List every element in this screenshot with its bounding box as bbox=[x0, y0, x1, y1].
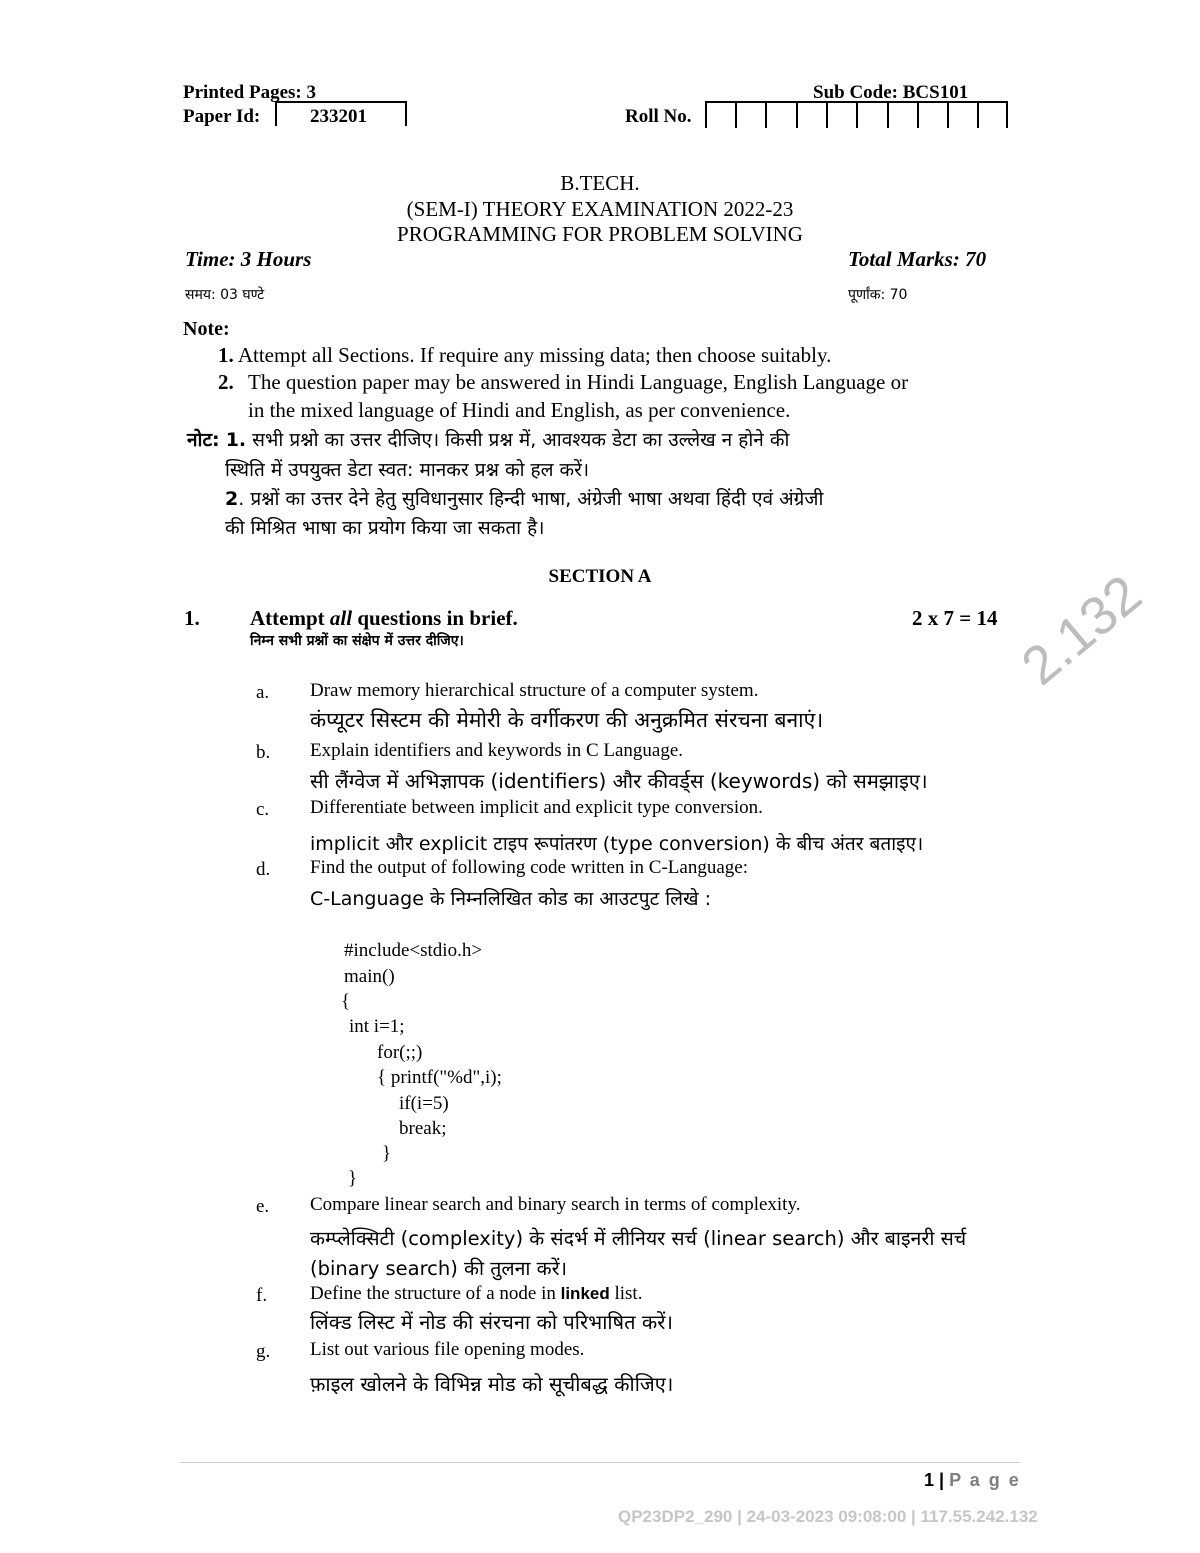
item-f-hi: लिंक्ड लिस्ट में नोड की संरचना को परिभाषित करें। bbox=[310, 1310, 673, 1334]
question-marks: 2 x 7 = 14 bbox=[912, 606, 998, 630]
roll-no-label: Roll No. bbox=[625, 106, 692, 127]
item-e-hi-2: (binary search) की तुलना करें। bbox=[310, 1257, 568, 1280]
question-number: 1. bbox=[184, 606, 200, 630]
item-d-hi: C-Language के निम्नलिखित कोड का आउटपुट लिखे : bbox=[310, 888, 711, 910]
item-c-hi: implicit और explicit टाइप रूपांतरण (type conversion) के बीच अंतर बताइए। bbox=[310, 833, 924, 855]
question-instruction: Attempt all questions in brief. bbox=[250, 606, 518, 630]
roll-no-boxes bbox=[705, 101, 1008, 128]
note-hi-2b: की मिश्रित भाषा का प्रयोग किया जा सकता है। bbox=[225, 517, 545, 539]
item-e-label: e. bbox=[256, 1196, 270, 1217]
note-hi-1: नोट: 1. सभी प्रश्नो का उत्तर दीजिए। किसी प्रश्न में, आवश्यक डेटा का उल्लेख न होने की bbox=[187, 429, 790, 451]
note-item-2-num: 2. bbox=[218, 370, 234, 394]
item-b-en: Explain identifiers and keywords in C Language. bbox=[310, 740, 684, 761]
item-e-en: Compare linear search and binary search in terms of complexity. bbox=[310, 1194, 801, 1215]
paper-id-label: Paper Id: bbox=[183, 106, 261, 127]
code-line: } bbox=[348, 1168, 358, 1189]
item-a-en: Draw memory hierarchical structure of a computer system. bbox=[310, 680, 759, 701]
time-en: Time: 3 Hours bbox=[185, 247, 312, 271]
code-line: #include<stdio.h> bbox=[344, 940, 483, 961]
page-number: 1 | P a g e bbox=[924, 1470, 1021, 1490]
degree-title: B.TECH. bbox=[560, 171, 640, 195]
sub-code: Sub Code: BCS101 bbox=[813, 82, 969, 103]
note-item-2a: The question paper may be answered in Hindi Language, English Language or bbox=[248, 370, 909, 394]
code-line: } bbox=[382, 1143, 392, 1164]
footer-id-line: QP23DP2_290 | 24-03-2023 09:08:00 | 117.55.242.132 bbox=[618, 1507, 1038, 1526]
item-c-label: c. bbox=[256, 799, 270, 820]
item-e-hi: कम्प्लेक्सिटी (complexity) के संदर्भ में लीनियर सर्च (linear search) और बाइनरी सर्च bbox=[310, 1227, 967, 1250]
total-marks-hi: पूर्णांक: 70 bbox=[848, 287, 908, 303]
item-b-hi: सी लैंग्वेज में अभिज्ञापक (identifiers) और कीवर्ड्स (keywords) को समझाइए। bbox=[310, 769, 928, 793]
code-line: int i=1; bbox=[349, 1016, 405, 1037]
note-item-1: 1. Attempt all Sections. If require any missing data; then choose suitably. bbox=[218, 343, 832, 367]
code-line: { bbox=[341, 991, 351, 1012]
footer-divider bbox=[180, 1462, 1020, 1463]
item-d-en: Find the output of following code written in C-Language: bbox=[310, 857, 748, 878]
item-b-label: b. bbox=[256, 742, 271, 763]
printed-pages: Printed Pages: 3 bbox=[183, 82, 316, 103]
total-marks-en: Total Marks: 70 bbox=[848, 247, 987, 271]
question-instruction-hi: निम्न सभी प्रश्नों का संक्षेप में उत्तर दीजिए। bbox=[250, 633, 464, 649]
code-line: break; bbox=[399, 1118, 447, 1139]
item-g-en: List out various file opening modes. bbox=[310, 1339, 585, 1360]
note-item-2b: in the mixed language of Hindi and English, as per convenience. bbox=[248, 398, 791, 422]
exam-title: (SEM-I) THEORY EXAMINATION 2022-23 bbox=[406, 197, 794, 221]
time-hi: समय: 03 घण्टे bbox=[185, 287, 265, 303]
code-line: if(i=5) bbox=[399, 1093, 449, 1114]
code-line: main() bbox=[344, 966, 395, 987]
item-g-label: g. bbox=[256, 1341, 271, 1362]
note-label: Note: bbox=[183, 318, 230, 340]
subject-title: PROGRAMMING FOR PROBLEM SOLVING bbox=[397, 222, 803, 246]
section-title: SECTION A bbox=[548, 566, 652, 587]
code-line: for(;;) bbox=[377, 1042, 423, 1063]
item-c-en: Differentiate between implicit and explicit type conversion. bbox=[310, 797, 763, 818]
note-hi-2: 2. प्रश्नों का उत्तर देने हेतु सुविधानुसार हिन्दी भाषा, अंग्रेजी भाषा अथवा हिंदी एवं अंग्रेजी bbox=[225, 488, 824, 510]
watermark: 2.132 bbox=[1010, 563, 1153, 697]
paper-id-value: 233201 bbox=[310, 106, 367, 127]
item-a-hi: कंप्यूटर सिस्टम की मेमोरी के वर्गीकरण की अनुक्रमित संरचना बनाएं। bbox=[310, 708, 824, 732]
item-a-label: a. bbox=[256, 682, 270, 703]
item-f-label: f. bbox=[256, 1285, 268, 1306]
item-d-label: d. bbox=[256, 859, 271, 880]
note-hi-1b: स्थिति में उपयुक्त डेटा स्वत: मानकर प्रश्न को हल करें। bbox=[225, 459, 590, 481]
item-f-en: Define the structure of a node in linked list. bbox=[310, 1283, 643, 1304]
code-line: { printf("%d",i); bbox=[377, 1067, 502, 1088]
item-g-hi: फ़ाइल खोलने के विभिन्न मोड को सूचीबद्ध कीजिए। bbox=[310, 1372, 674, 1396]
